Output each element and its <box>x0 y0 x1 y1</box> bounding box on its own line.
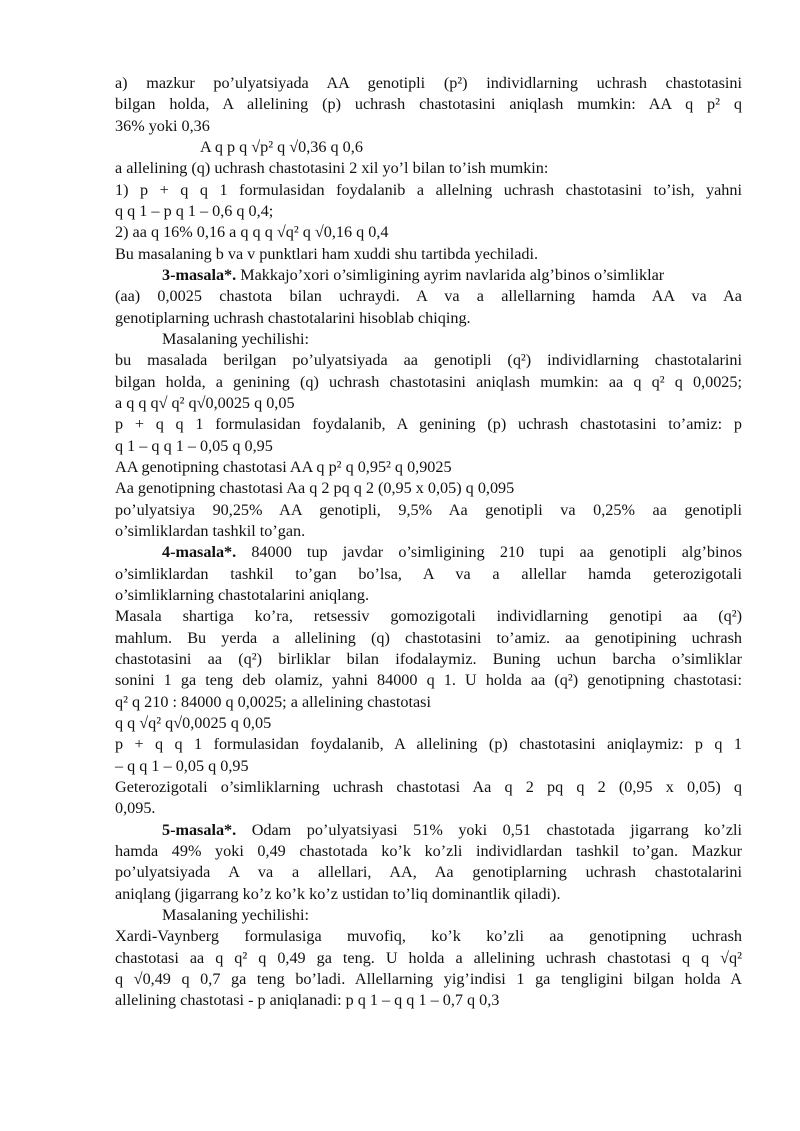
text-line: 1) p + q q 1 formulasidan foydalanib a allelning uchrash chastotasini to’ish, yahni <box>115 181 742 199</box>
text-line: 0,095. <box>115 799 156 817</box>
problem-5-heading: 5-masala*. <box>162 821 237 839</box>
text-line: a allelining (q) uchrash chastotasini 2 xil yo’l bilan to’ish mumkin: <box>115 159 549 177</box>
problem-4-heading: 4-masala*. <box>162 543 237 561</box>
formula-line: 2) aa q 16% 0,16 a q q q √q² q √0,16 q 0,4 <box>115 223 389 241</box>
text-line: po’ulyatsiyada A va a allellari, AA, Aa genotiplarning uchrash chastotalarini <box>115 863 742 881</box>
text-line: o’simliklarning chastotalarini aniqlang. <box>115 586 369 604</box>
formula-line: q q √q² q√0,0025 q 0,05 <box>115 714 272 732</box>
text-line: genotiplarning uchrash chastotalarini hisoblab chiqing. <box>115 309 471 327</box>
formula-line: q 1 – q q 1 – 0,05 q 0,95 <box>115 437 273 455</box>
text-line: o’simliklardan tashkil to’gan. <box>115 522 306 540</box>
text-line: mahlum. Bu yerda a allelining (q) chastotasini to’amiz. aa genotipining uchrash <box>115 629 742 647</box>
text-line: q √0,49 q 0,7 ga teng bo’ladi. Allellarning yig’indisi 1 ga tengligini bilgan holda A <box>115 970 742 988</box>
formula-line: a q q q√ q² q√0,0025 q 0,05 <box>115 394 295 412</box>
text-line: po’ulyatsiya 90,25% AA genotipli, 9,5% Aa genotipli va 0,25% aa genotipli <box>115 501 742 519</box>
formula-line: Aa genotipning chastotasi Aa q 2 pq q 2 (0,95 x 0,05) q 0,095 <box>115 479 515 497</box>
text-line: Geterozigotali o’simliklarning uchrash chastotasi Aa q 2 pq q 2 (0,95 x 0,05) q <box>115 778 742 796</box>
formula-line: – q q 1 – 0,05 q 0,95 <box>115 757 249 775</box>
text-line: hamda 49% yoki 0,49 chastotada ko’k ko’zli individlardan tashkil to’gan. Mazkur <box>115 842 742 860</box>
solution-heading: Masalaning yechilishi: <box>162 906 310 924</box>
formula-line: q² q 210 : 84000 q 0,0025; a allelining chastotasi <box>115 693 431 711</box>
solution-heading: Masalaning yechilishi: <box>162 330 310 348</box>
text-line: bu masalada berilgan po’ulyatsiyada aa genotipli (q²) individlarning chastotalarini <box>115 351 742 369</box>
text-line: 36% yoki 0,36 <box>115 117 210 135</box>
text-line: a) mazkur po’ulyatsiyada AA genotipli (p²) individlarning uchrash chastotasini <box>115 74 742 92</box>
text-line: chastotasi aa q q² q 0,49 ga teng. U holda a allelining uchrash chastotasi q q √q² <box>115 949 742 967</box>
text-line: bilgan holda, A allelining (p) uchrash chastotasini aniqlash mumkin: AA q p² q <box>115 95 742 113</box>
text-line: Xardi-Vaynberg formulasiga muvofiq, ko’k ko’zli aa genotipning uchrash <box>115 927 742 945</box>
text-line: aniqlang (jigarrang ko’z ko’k ko’z ustidan to’liq dominantlik qiladi). <box>115 885 561 903</box>
problem-5-first-line <box>162 820 742 841</box>
text-line: chastotasini aa (q²) birliklar bilan ifodalaymiz. Buning uchun barcha o’simliklar <box>115 650 742 668</box>
text-line: o’simliklardan tashkil to’gan bo’lsa, A va a allellar hamda geterozigotali <box>115 565 742 583</box>
text-line: 84000 tup javdar o’simligining 210 tupi aa genotipli alg’binos <box>251 543 742 561</box>
text-line: Makkajo’xori o’simligining ayrim navlarida alg’binos o’simliklar <box>240 266 665 284</box>
formula-line: q q 1 – p q 1 – 0,6 q 0,4; <box>115 202 274 220</box>
text-line: Masala shartiga ko’ra, retsessiv gomozigotali individlarning genotipi aa (q²) <box>115 607 742 625</box>
problem-3-first-line <box>162 265 742 286</box>
formula-line: AA genotipning chastotasi AA q p² q 0,95² q 0,9025 <box>115 458 452 476</box>
text-line: (aa) 0,0025 chastota bilan uchraydi. A va a allellarning hamda AA va Aa <box>115 287 742 305</box>
text-line: allelining chastotasi - p aniqlanadi: p q 1 – q q 1 – 0,7 q 0,3 <box>115 991 500 1009</box>
text-line: Bu masalaning b va v punktlari ham xuddi shu tartibda yechiladi. <box>115 245 539 263</box>
text-line: p + q q 1 formulasidan foydalanib, A allelining (p) chastotasini aniqlaymiz: p q 1 <box>115 735 742 753</box>
text-line: p + q q 1 formulasidan foydalanib, A genining (p) uchrash chastotasini to’amiz: p <box>115 415 742 433</box>
text-line: sonini 1 ga teng deb olamiz, yahni 84000 q 1. U holda aa (q²) genotipning chastotasi: <box>115 671 742 689</box>
problem-3-heading: 3-masala*. <box>162 266 237 284</box>
text-line: bilgan holda, a genining (q) uchrash chastotasini aniqlash mumkin: aa q q² q 0,0025; <box>115 373 742 391</box>
text-line: Odam po’ulyatsiyasi 51% yoki 0,51 chastotada jigarrang ko’zli <box>251 821 743 839</box>
problem-4-first-line <box>162 542 742 563</box>
formula-line: A q p q √p² q √0,36 q 0,6 <box>200 138 363 156</box>
